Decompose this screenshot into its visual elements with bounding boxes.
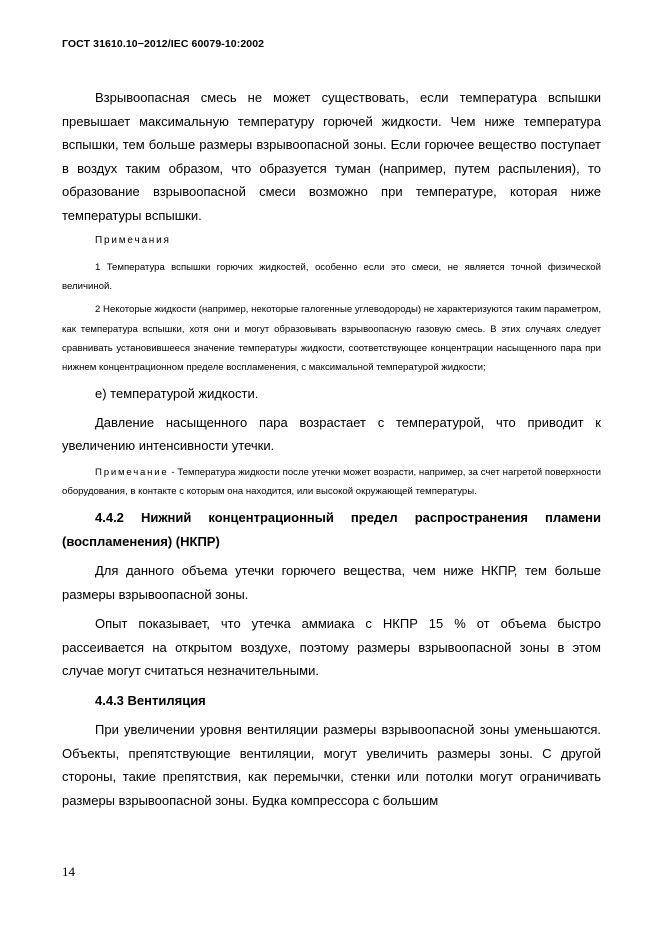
note-2: 2 Некоторые жидкости (например, некоторые галогенные углеводороды) не характеризуются таким параметром, как температура вспышки, хотя они и могут образовывать взрывоопасную газовую смесь. В этих случаях следует сравнивать установившееся значение температуры жидкости, соответствующее концентрации насыщенного пара при нижнем концентрационном пределе воспламенения, с максимальной температурой жидкости; [62, 304, 601, 374]
paragraph-ventilation: При увеличении уровня вентиляции размеры взрывоопасной зоны уменьшаются. Объекты, препятствующие вентиляции, могут увеличить размеры зоны. С другой стороны, такие препятствия, как перемычки, стенки или потолки могут ограничивать размеры взрывоопасной зоны. Будка компрессора с большим [62, 722, 601, 808]
list-item-e: е) температурой жидкости. [95, 386, 259, 402]
paragraph-vapor-pressure: Давление насыщенного пара возрастает с температурой, что приводит к увеличению интенсивности утечки. [62, 414, 601, 454]
page-number: 14 [62, 864, 75, 879]
paragraph-ammonia: Опыт показывает, что утечка аммиака с НКПР 15 % от объема быстро рассеивается на открытом воздухе, поэтому размеры взрывоопасной зоны в этом случае могут считаться незначительными. [62, 616, 601, 679]
document-body [62, 86, 601, 812]
paragraph-lel-volume: Для данного объема утечки горючего вещества, чем ниже НКПР, тем больше размеры взрывоопасной зоны. [62, 563, 601, 602]
note-3 [62, 463, 601, 501]
document-header: ГОСТ 31610.10−2012/IEC 60079-10:2002 [62, 38, 265, 50]
note-3-text: - Температура жидкости после утечки может возрасти, например, за счет нагретой поверхности оборудования, в контакте с которым она находится, или высокой окружающей температуры. [62, 466, 601, 497]
notes-label: Примечания [95, 235, 171, 246]
paragraph-flash-point: Взрывоопасная смесь не может существовать, если температура вспышки превышает максимальную температуру горючей жидкости. Чем ниже температура вспышки, тем больше размеры взрывоопасной зоны. Если горючее вещество поступает в воздух таким образом, что образуется туман (например, путем распыления), то образование взрывоопасной смеси возможно при температуре, которая ниже температуры вспышки. [62, 90, 601, 223]
note-3-label: Примечание [95, 466, 169, 478]
section-heading-4-4-2: 4.4.2 Нижний концентрационный предел распространения пламени (воспламенения) (НКПР) [62, 510, 601, 549]
note-1: 1 Температура вспышки горючих жидкостей, особенно если это смеси, не является точной физической величиной. [62, 262, 601, 293]
section-heading-4-4-3: 4.4.3 Вентиляция [95, 692, 206, 708]
